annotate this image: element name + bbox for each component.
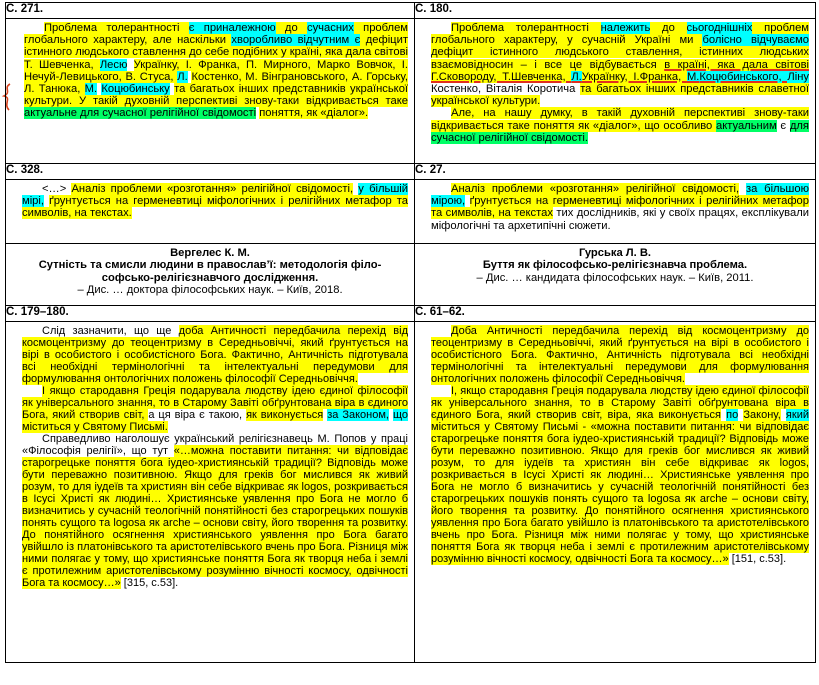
left-title: Сутність та смисли людини в православ’ї: методологія філософсько-релігієзнавчого дослідження. <box>38 259 382 284</box>
right-details: – Дис. … кандидата філософських наук. – Київ, 2011. <box>476 271 754 284</box>
comparison-table <box>5 2 816 663</box>
left-excerpt: <…> Аналіз проблеми «розготання» релігійної свідомості, у більшій мірі, ґрунтується на герменевтиці міфологічних і релігійних метафор та символів, на текстах. <box>6 180 415 244</box>
table-row <box>6 19 816 164</box>
left-page-ref: С. 271. <box>6 3 415 19</box>
left-source <box>6 244 415 306</box>
left-excerpt: Проблема толерантності є приналежною до сучасних проблем глобального характеру, але наскільки хворобливо відчутним є дефіцит істинного людського ставлення до себе подібних у країні, яка дала світові Т. Шевченка, Лесю Українку, І. Франка, П. Мирного, Марко Вовчок, І. Нечуй-Левицького, В. Стуса, Л. Костенко, М. Вінграновського, А. Горську, Л. Танюка, М. Коцюбинську та багатьох інших представників української культури. У такій духовній перспективі знову-таки відкривається таке актуальне для сучасної релігійної свідомості поняття, як «діалог». <box>6 19 415 164</box>
right-title: Буття як філософсько-релігієзнавча проблема. <box>482 259 748 272</box>
table-row <box>6 322 816 663</box>
right-page-ref: С. 180. <box>415 3 816 19</box>
left-page-ref: С. 328. <box>6 164 415 180</box>
table-row <box>6 3 816 19</box>
right-page-ref: С. 61–62. <box>415 306 816 322</box>
left-details: – Дис. … доктора філософських наук. – Київ, 2018. <box>77 284 343 297</box>
right-page-ref: С. 27. <box>415 164 816 180</box>
right-excerpt: Проблема толерантності належить до сьогоднішніх проблем глобального характеру, у сучасній Україні ми болісно відчуваємо дефіцит істинного людського ставлення, істинних людських взаємовідносин – і все це відбувається в країні, яка дала світові Г.Сковороду, Т.Шевченка, Л.Українку, І.Франка, М.Коцюбинського, Ліну Костенко, Віталія Коротича та багатьох інших представників славетної української культури. Але, на нашу думку, в такій духовній перспективі знову-таки відкривається таке поняття як «діалог», що особливо актуальним є для сучасної релігійної свідомості. <box>415 19 816 164</box>
left-excerpt: Слід зазначити, що ще доба Античності передбачила перехід від космоцентризму до теоцентризму в Середньовіччі, який ґрунтується на вірі в особистого і особистісного Бога. Фактично, Античність підготувала всі необхідні термінологічні та інтелектуальні передумови для формулювання онтологічних положень філософії Середньовіччя. І якщо стародавня Греція подарувала людству ідею єдиної філософії як універсального знання, то в Старому Завіті обґрунтована віра в єдиного Бога, який створив світ, а ця віра є такою, як виконується за Законом, що міститься у Святому Письмі. Справедливо наголошує український релігієзнавець М. Попов у праці «Філософія релігії», що тут «…можна поставити питання: чи відповідає старогрецьке поняття бога іудео-християнській традиції? Відповідь може бути переважно позитивною. Якщо для греків бог мислився як живий розум, то для іудеїв та християн він себе відкриває як logos, розкривається в Ісусі Христі як людині… Християнське уявлення про Бога не могло б визначитись у сучасній теологічній понятійності без старогрецьких пошуків понять сущого та logosа як arche – основи світу, його творення та розвитку. До понятійного осягнення християнського уявлення про Бога багато увійшло із платонівського та аристотелівського вчень про Бога. Різниця між ними полягає у тому, що християнське поняття Бога як творця неба і землі є протилежним аристотелівському розумінню вічності космосу, одвічності Бога та космосу…» [315, с.53]. <box>6 322 415 663</box>
right-excerpt: Доба Античності передбачила перехід від космоцентризму до теоцентризму в Середньовіччі, який ґрунтується на вірі в особистого і особистісного Бога. Фактично, Античність підготувала всі необхідні термінологічні та інтелектуальні передумови для формулювання онтологічних положень філософії Середньовіччя. І, якщо стародавня Греція подарувала людству ідею єдиної філософії як універсального знання, то в Старому Завіті обґрунтована віра в єдиного Бога, який створив світ, віра, яка виконується по Закону, який міститься у Святому Письмі - «можна поставити питання: чи відповідає старогрецьке поняття бога іудео-християнській традиції? Відповідь може бути переважно позитивною. Якщо для греків бог мислився як живий розум, то для іудеїв та християн він себе відкриває як logos, розкривається в Ісусі Христі як людині… Християнське уявлення про Бога не могло б визначитись у сучасній теологічній понятійності без старогрецьких пошуків понять сущого та logosа як arche – основи світу, його творення та розвитку. До понятійного осягнення християнського уявлення про Бога багато увійшло із платонівського та аристотелівського вчень про Бога. Різниця між ними полягає у тому, що християнське поняття Бога як творця неба і землі є протилежним аристотелівському розумінню вічності космосу, одвічності Бога та космосу…» [151, с.53]. <box>415 322 816 663</box>
right-source <box>415 244 816 306</box>
right-excerpt: Аналіз проблеми «розготання» релігійної свідомості, за більшою мірою, ґрунтується на герменевтиці міфологічних і релігійних метафор та символів, на текстах тих дослідників, які у своїх працях, експлікували міфологічні та архетипічні сюжети. <box>415 180 816 244</box>
left-page-ref: С. 179–180. <box>6 306 415 322</box>
table-row <box>6 164 816 180</box>
left-author: Вергелес К. М. <box>170 247 250 259</box>
table-row <box>6 180 816 244</box>
table-row <box>6 306 816 322</box>
table-row <box>6 244 816 306</box>
right-author: Гурська Л. В. <box>578 247 652 259</box>
